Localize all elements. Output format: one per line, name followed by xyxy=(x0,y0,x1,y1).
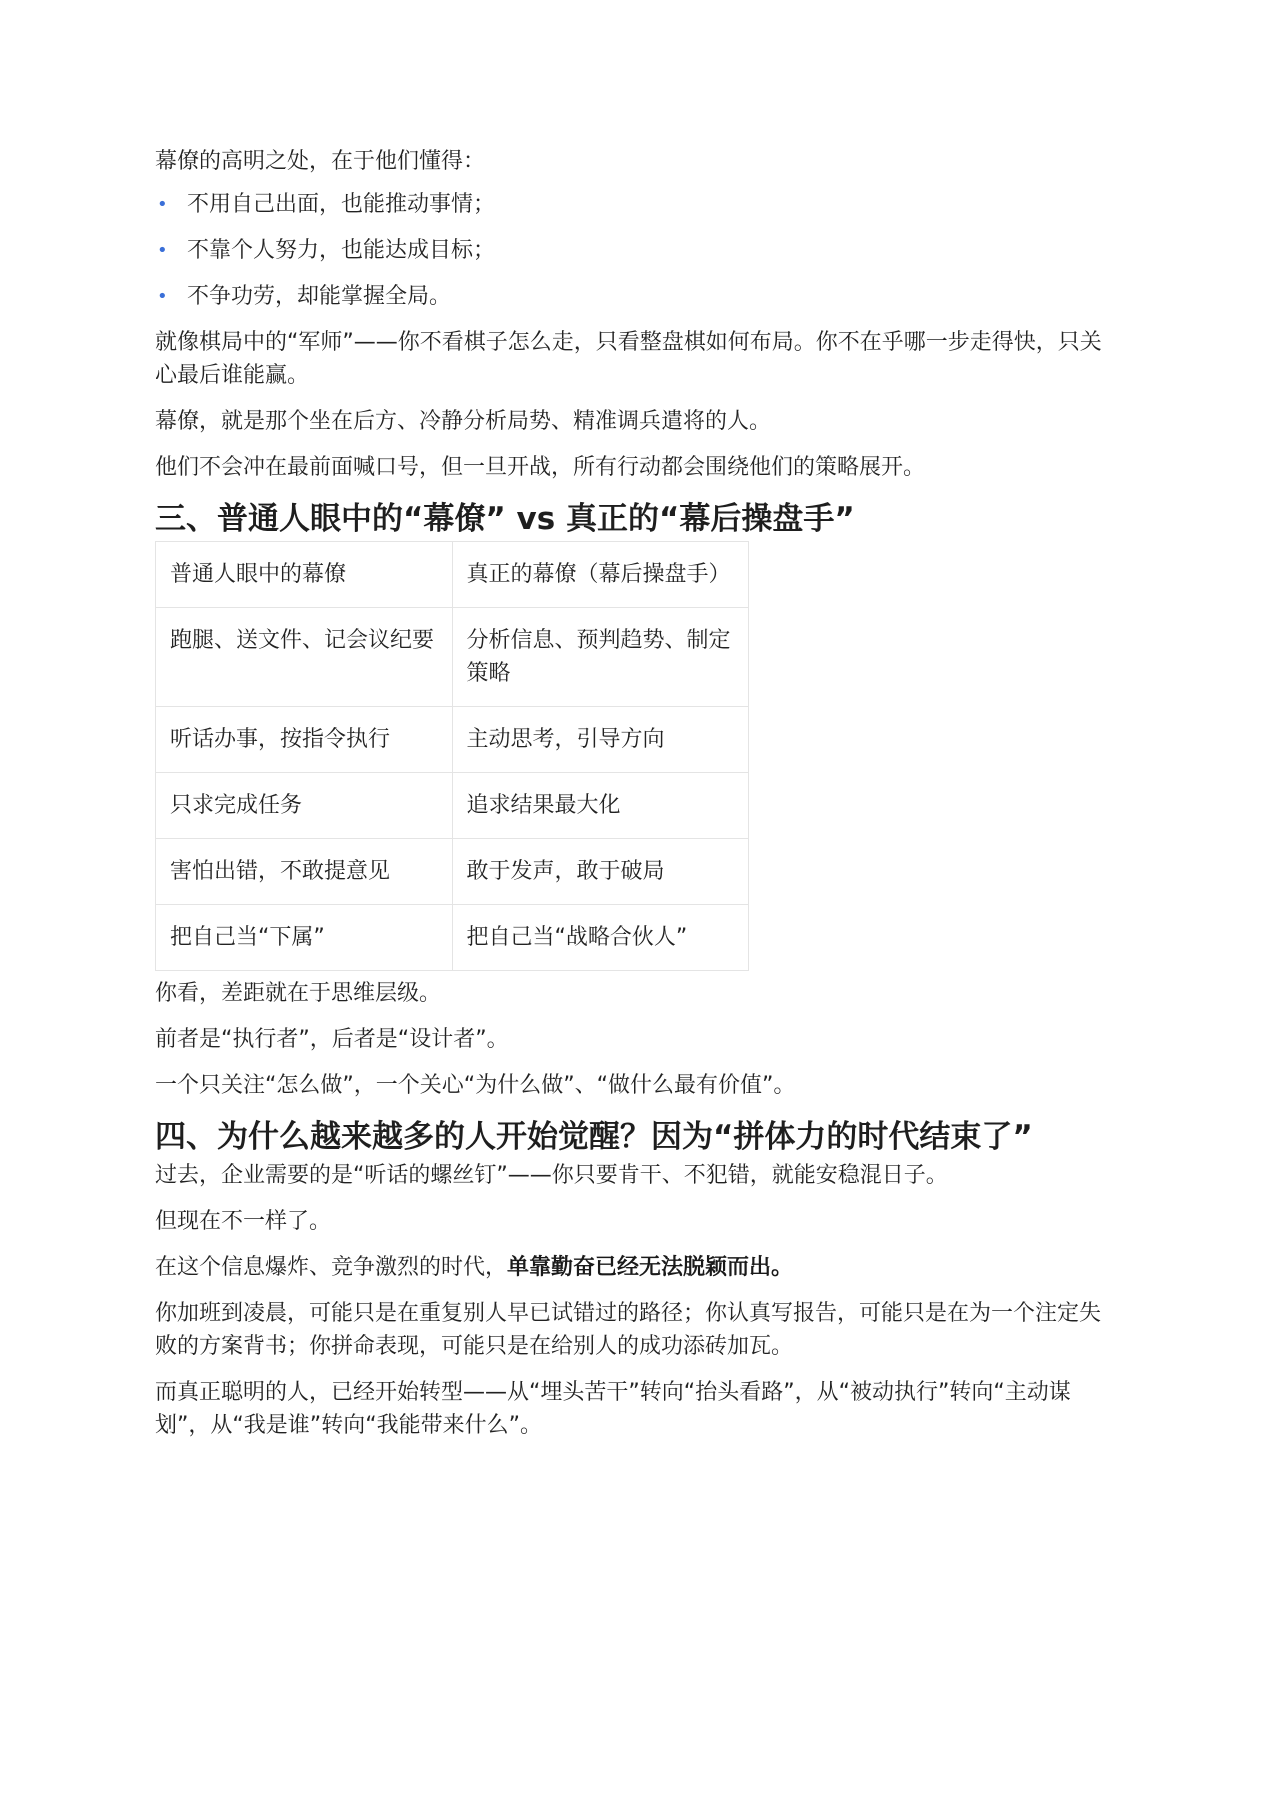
list-item xyxy=(155,188,1120,221)
paragraph-past: 过去，企业需要的是“听话的螺丝钉”——你只要肯干、不犯错，就能安稳混日子。 xyxy=(155,1163,948,1188)
table-cell: 敢于发声，敢于破局 xyxy=(452,839,749,905)
table-cell: 把自己当“战略合伙人” xyxy=(452,905,749,971)
table-row xyxy=(156,839,749,905)
table-row xyxy=(156,773,749,839)
comparison-table xyxy=(155,541,749,971)
table-cell: 追求结果最大化 xyxy=(452,773,749,839)
list-item-text: 不用自己出面，也能推动事情； xyxy=(187,192,496,217)
list-item-text: 不靠个人努力，也能达成目标； xyxy=(187,238,496,263)
intro-paragraph: 幕僚的高明之处，在于他们懂得： xyxy=(155,149,486,174)
table-cell: 听话办事，按指令执行 xyxy=(156,707,453,773)
paragraph-chess-analogy: 就像棋局中的“军师”——你不看棋子怎么走，只看整盘棋如何布局。你不在乎哪一步走得快，只关心最后谁能赢。 xyxy=(155,330,1102,388)
bullet-list xyxy=(155,188,1120,313)
section-heading-3: 三、普通人眼中的“幕僚” vs 真正的“幕后操盘手” xyxy=(155,501,855,537)
paragraph-info-era xyxy=(155,1251,1120,1284)
paragraph-how-why: 一个只关注“怎么做”，一个关心“为什么做”、“做什么最有价值”。 xyxy=(155,1073,796,1098)
table-row xyxy=(156,542,749,608)
table-cell: 把自己当“下属” xyxy=(156,905,453,971)
document-page xyxy=(155,145,1120,1455)
table-cell: 分析信息、预判趋势、制定策略 xyxy=(452,608,749,707)
paragraph-text: 在这个信息爆炸、竞争激烈的时代， xyxy=(155,1255,508,1280)
paragraph-overtime: 你加班到凌晨，可能只是在重复别人早已试错过的路径；你认真写报告，可能只是在为一个注定失败的方案背书；你拼命表现，可能只是在给别人的成功添砖加瓦。 xyxy=(155,1301,1102,1359)
list-item xyxy=(155,234,1120,267)
paragraph-strategy: 他们不会冲在最前面喊口号，但一旦开战，所有行动都会围绕他们的策略展开。 xyxy=(155,455,926,480)
table-header-cell: 真正的幕僚（幕后操盘手） xyxy=(452,542,749,608)
paragraph-now-different: 但现在不一样了。 xyxy=(155,1209,332,1234)
list-item-text: 不争功劳，却能掌握全局。 xyxy=(187,284,452,309)
table-row xyxy=(156,905,749,971)
table-row xyxy=(156,608,749,707)
paragraph-executor-designer: 前者是“执行者”，后者是“设计者”。 xyxy=(155,1027,509,1052)
bullet-icon: • xyxy=(157,286,168,307)
table-cell: 主动思考，引导方向 xyxy=(452,707,749,773)
list-item xyxy=(155,280,1120,313)
paragraph-advisor-definition: 幕僚，就是那个坐在后方、冷静分析局势、精准调兵遣将的人。 xyxy=(155,409,772,434)
bullet-icon: • xyxy=(157,240,168,261)
table-cell: 害怕出错，不敢提意见 xyxy=(156,839,453,905)
table-header-cell: 普通人眼中的幕僚 xyxy=(156,542,453,608)
emphasis-text: 单靠勤奋已经无法脱颖而出。 xyxy=(507,1255,794,1280)
paragraph-gap: 你看，差距就在于思维层级。 xyxy=(155,981,442,1006)
table-cell: 跑腿、送文件、记会议纪要 xyxy=(156,608,453,707)
section-heading-4: 四、为什么越来越多的人开始觉醒？因为“拼体力的时代结束了” xyxy=(155,1119,1033,1155)
paragraph-transformation: 而真正聪明的人，已经开始转型——从“埋头苦干”转向“抬头看路”，从“被动执行”转向“主动谋划”，从“我是谁”转向“我能带来什么”。 xyxy=(155,1380,1071,1438)
bullet-icon: • xyxy=(157,194,168,215)
table-row xyxy=(156,707,749,773)
table-cell: 只求完成任务 xyxy=(156,773,453,839)
